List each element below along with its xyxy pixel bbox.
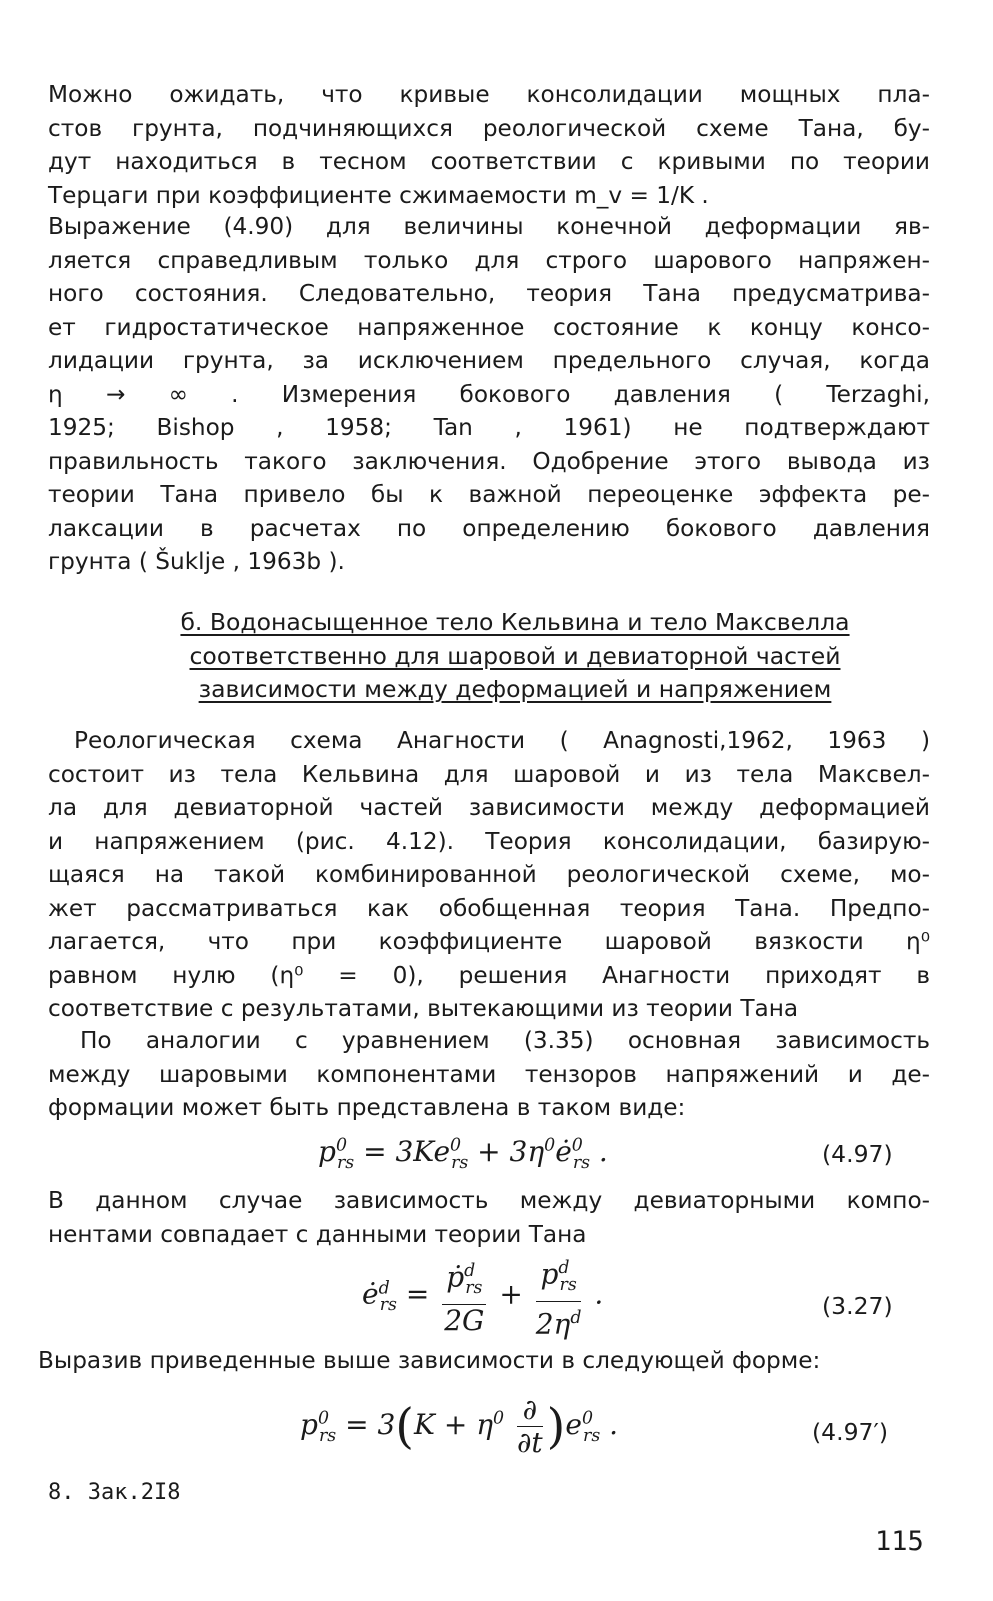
- equation-4-97-prime: $p^0_{rs} = 3(K + \eta^0$ $\frac{\partial}{\partial t}$ )$e^0_{rs}$ .: [300, 1393, 619, 1459]
- heading-line: зависимости между деформацией и напряжением: [198, 675, 832, 703]
- text-line: ет гидростатическое напряженное состояние к концу консо-: [48, 313, 930, 341]
- equation-number: (4.97′): [812, 1418, 888, 1446]
- equation-number: (3.27): [822, 1292, 893, 1320]
- paragraph-6: [38, 1344, 920, 1378]
- text-line: лидации грунта, за исключением предельного случая, когда: [48, 347, 930, 374]
- print-order-mark: 8. Зак.2I8: [48, 1480, 181, 1505]
- text-line: Терцаги при коэффициенте сжимаемости m_v = 1/K .: [48, 181, 709, 209]
- paragraph-2: [48, 210, 930, 579]
- text-line: формации может быть представлена в таком виде:: [48, 1094, 686, 1121]
- text-line: ла для девиаторной частей зависимости между деформацией: [48, 794, 930, 821]
- fraction: $\frac{\partial}{\partial t}$: [516, 1393, 543, 1459]
- equation-number: (4.97): [822, 1140, 893, 1168]
- heading-line: соответственно для шаровой и девиаторной частей: [189, 641, 841, 670]
- text-line: Реологическая схема Анагности ( Anagnosti,1962, 1963 ): [74, 727, 930, 754]
- text-line: и напряжением (рис. 4.12). Теория консолидации, базирую-: [48, 827, 930, 855]
- text-line: В данном случае зависимость между девиаторными компо-: [48, 1187, 930, 1214]
- text-line: жет рассматриваться как обобщенная теория Тана. Предпо-: [48, 894, 930, 922]
- text-line: правильность такого заключения. Одобрение этого вывода из: [48, 447, 930, 475]
- text-line: равном нулю (η⁰ = 0), решения Анагности приходят в: [48, 961, 930, 989]
- text-line: состоит из тела Кельвина для шаровой и из тела Максвел-: [48, 760, 930, 788]
- text-line: лагается, что при коэффициенте шаровой вязкости η⁰: [48, 928, 930, 955]
- paragraph-5: [48, 1184, 930, 1251]
- text-line: щаяся на такой комбинированной реологической схеме, мо-: [48, 861, 930, 888]
- text-line: 1925; Bishop , 1958; Tan , 1961) не подтверждают: [48, 414, 930, 441]
- page-number: 115: [875, 1526, 924, 1557]
- text-line: ляется справедливым только для строго шарового напряжен-: [48, 246, 930, 274]
- fraction: $\frac{ṗ^d_{rs}}{2G}$: [442, 1255, 486, 1337]
- text-line: грунта ( Šuklje , 1963b ).: [48, 548, 345, 575]
- text-line: теории Тана привело бы к важной переоценке эффекта ре-: [48, 481, 930, 508]
- text-line: стов грунта, подчиняющихся реологической схеме Тана, бу-: [48, 114, 930, 142]
- paragraph-3: [48, 724, 930, 1026]
- text-line: Выражение (4.90) для величины конечной деформации яв-: [48, 213, 930, 240]
- heading-line: б. Водонасыщенное тело Кельвина и тело Максвелла: [180, 608, 850, 636]
- section-heading: [95, 606, 935, 707]
- paragraph-4: [48, 1024, 930, 1125]
- equation-4-97: $p^0_{rs} = 3Ke^0_{rs}$ + $3\eta^0ė^0_{rs}$ .: [318, 1135, 608, 1173]
- equation-3-27: $ė^d_{rs}$ = $\frac{ṗ^d_{rs}}{2G}$ + $\frac{p^d_{rs}}{2\eta^d}$ .: [362, 1252, 603, 1340]
- text-line: По аналогии с уравнением (3.35) основная зависимость: [80, 1027, 930, 1054]
- paragraph-1: [48, 78, 930, 212]
- text-line: лаксации в расчетах по определению бокового давления: [48, 514, 930, 542]
- text-line: соответствие с результатами, вытекающими из теории Тана: [48, 995, 799, 1022]
- text-line: η → ∞ . Измерения бокового давления ( Terzaghi,: [48, 380, 930, 408]
- text-line: ного состояния. Следовательно, теория Тана предусматрива-: [48, 280, 930, 307]
- text-line: Выразив приведенные выше зависимости в следующей форме:: [38, 1347, 821, 1374]
- text-line: дут находиться в тесном соответствии с кривыми по теории: [48, 148, 930, 175]
- text-line: между шаровыми компонентами тензоров напряжений и де-: [48, 1060, 930, 1088]
- fraction: $\frac{p^d_{rs}}{2\eta^d}$: [536, 1252, 582, 1340]
- text-line: нентами совпадает с данными теории Тана: [48, 1220, 587, 1248]
- text-line: Можно ожидать, что кривые консолидации мощных пла-: [48, 81, 930, 108]
